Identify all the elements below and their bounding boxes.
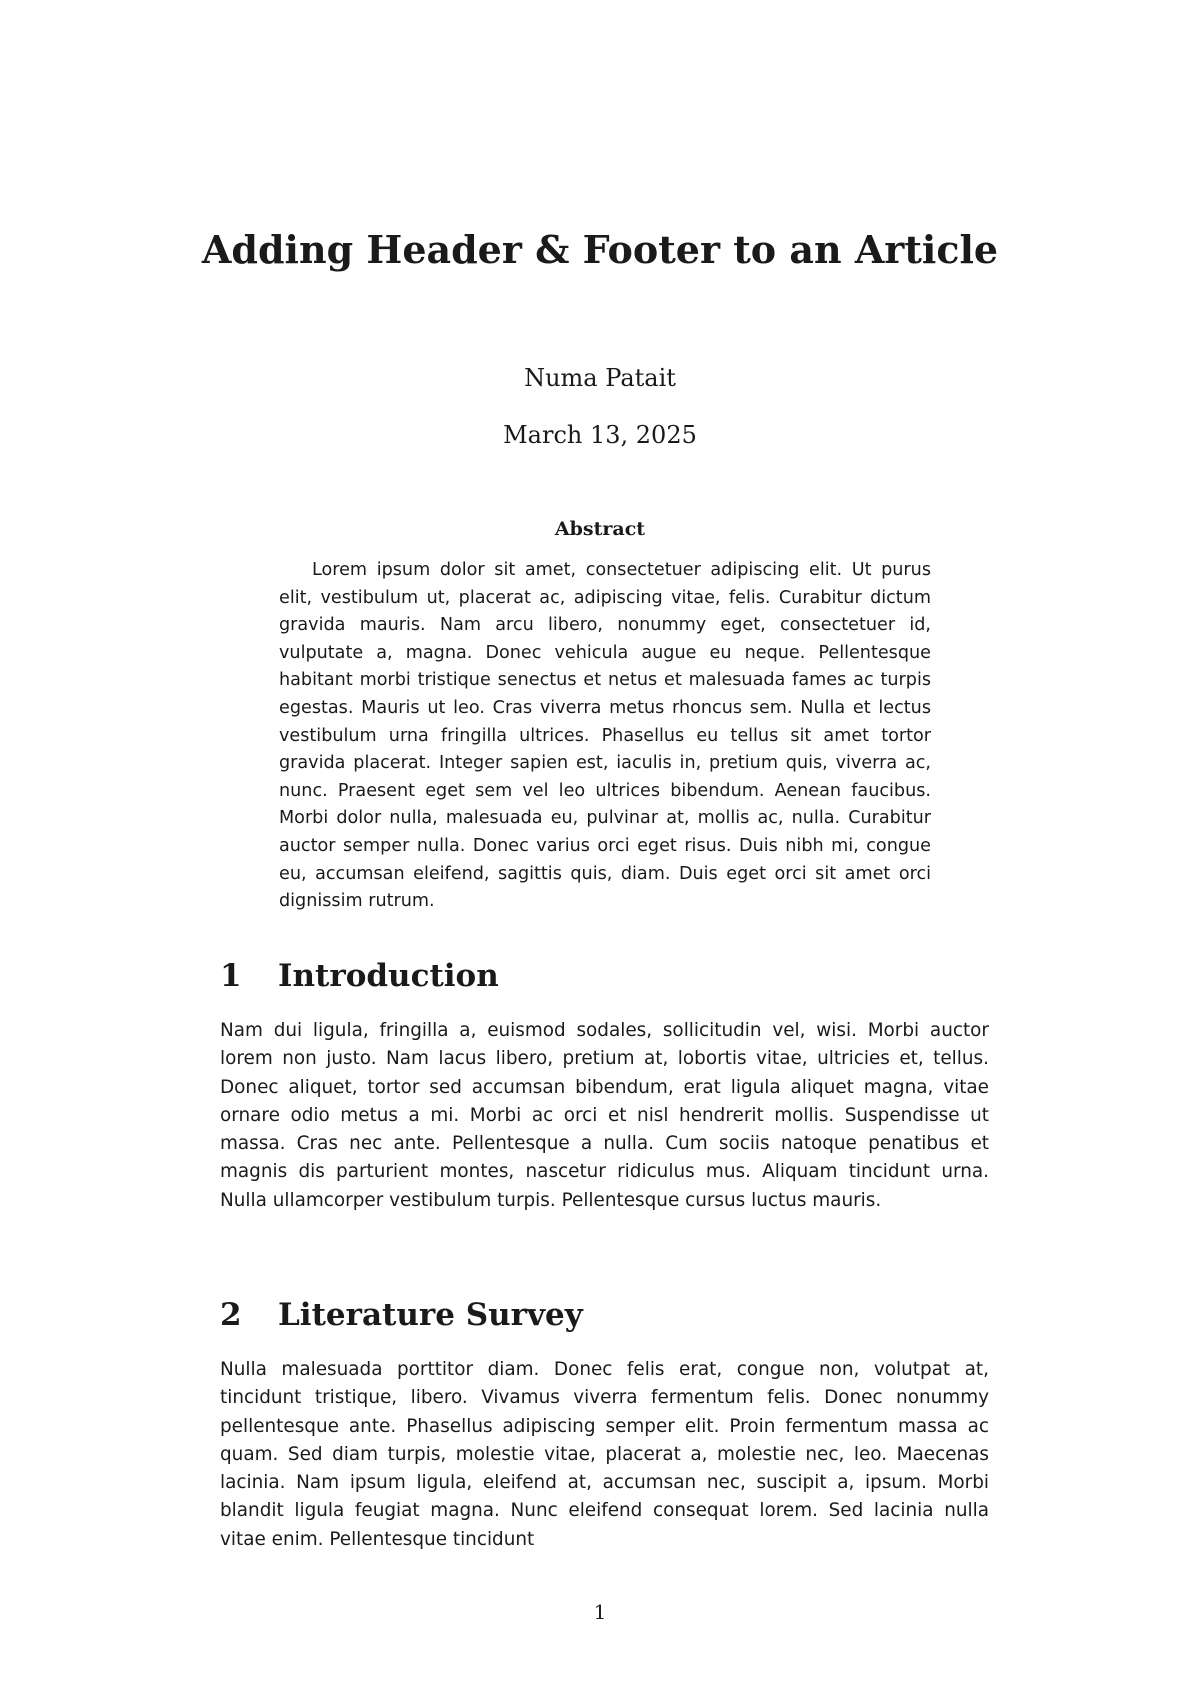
section-paragraph-introduction: Nam dui ligula, fringilla a, euismod sodales, sollicitudin vel, wisi. Morbi auctor lorem non justo. Nam lacus libero, pretium at, lobortis vitae, ultricies et, tellus. Donec aliquet, tortor sed accumsan bibendum, erat ligula aliquet magna, vitae ornare odio metus a mi. Morbi ac orci et nisl hendrerit mollis. Suspendisse ut massa. Cras nec ante. Pellentesque a nulla. Cum sociis natoque penatibus et magnis dis parturient montes, nascetur ridiculus mus. Aliquam tincidunt urna. Nulla ullamcorper vestibulum turpis. Pellentesque cursus luctus mauris. [220, 1020, 989, 1211]
document-date: March 13, 2025 [503, 421, 697, 449]
abstract-text: Lorem ipsum dolor sit amet, consectetuer adipiscing elit. Ut purus elit, vestibulum ut, placerat ac, adipiscing vitae, felis. Curabitur dictum gravida mauris. Nam arcu libero, nonummy eget, consectetuer id, vulputate a, magna. Donec vehicula augue eu neque. Pellentesque habitant morbi tristique senectus et netus et malesuada fames ac turpis egestas. Mauris ut leo. Cras viverra metus rhoncus sem. Nulla et lectus vestibulum urna fringilla ultrices. Phasellus eu tellus sit amet tortor gravida placerat. Integer sapien est, iaculis in, pretium quis, viverra ac, nunc. Praesent eget sem vel leo ultrices bibendum. Aenean faucibus. Morbi dolor nulla, malesuada eu, pulvinar at, mollis ac, nulla. Curabitur auctor semper nulla. Donec varius orci eget risus. Duis nibh mi, congue eu, accumsan eleifend, sagittis quis, diam. Duis eget orci sit amet orci dignissim rutrum. [279, 560, 931, 912]
section-number: 1 [220, 958, 242, 994]
document-author: Numa Patait [524, 364, 676, 392]
section-number: 2 [220, 1297, 242, 1333]
abstract-heading: Abstract [554, 518, 646, 540]
section-heading-introduction [220, 956, 1000, 996]
section-paragraph-literature-survey: Nulla malesuada porttitor diam. Donec felis erat, congue non, volutpat at, tincidunt tristique, libero. Vivamus viverra fermentum felis. Donec nonummy pellentesque ante. Phasellus adipiscing semper elit. Proin fermentum massa ac quam. Sed diam turpis, molestie vitae, placerat a, molestie nec, leo. Maecenas lacinia. Nam ipsum ligula, eleifend at, accumsan nec, suscipit a, ipsum. Morbi blandit ligula feugiat magna. Nunc eleifend consequat lorem. Sed lacinia nulla vitae enim. Pellentesque tincidunt [220, 1359, 989, 1550]
section-title: Literature Survey [278, 1297, 583, 1333]
section-title: Introduction [278, 958, 499, 994]
section-heading-literature-survey [220, 1295, 1000, 1335]
document-title: Adding Header & Footer to an Article [201, 227, 999, 272]
page-number: 1 [593, 1600, 607, 1624]
